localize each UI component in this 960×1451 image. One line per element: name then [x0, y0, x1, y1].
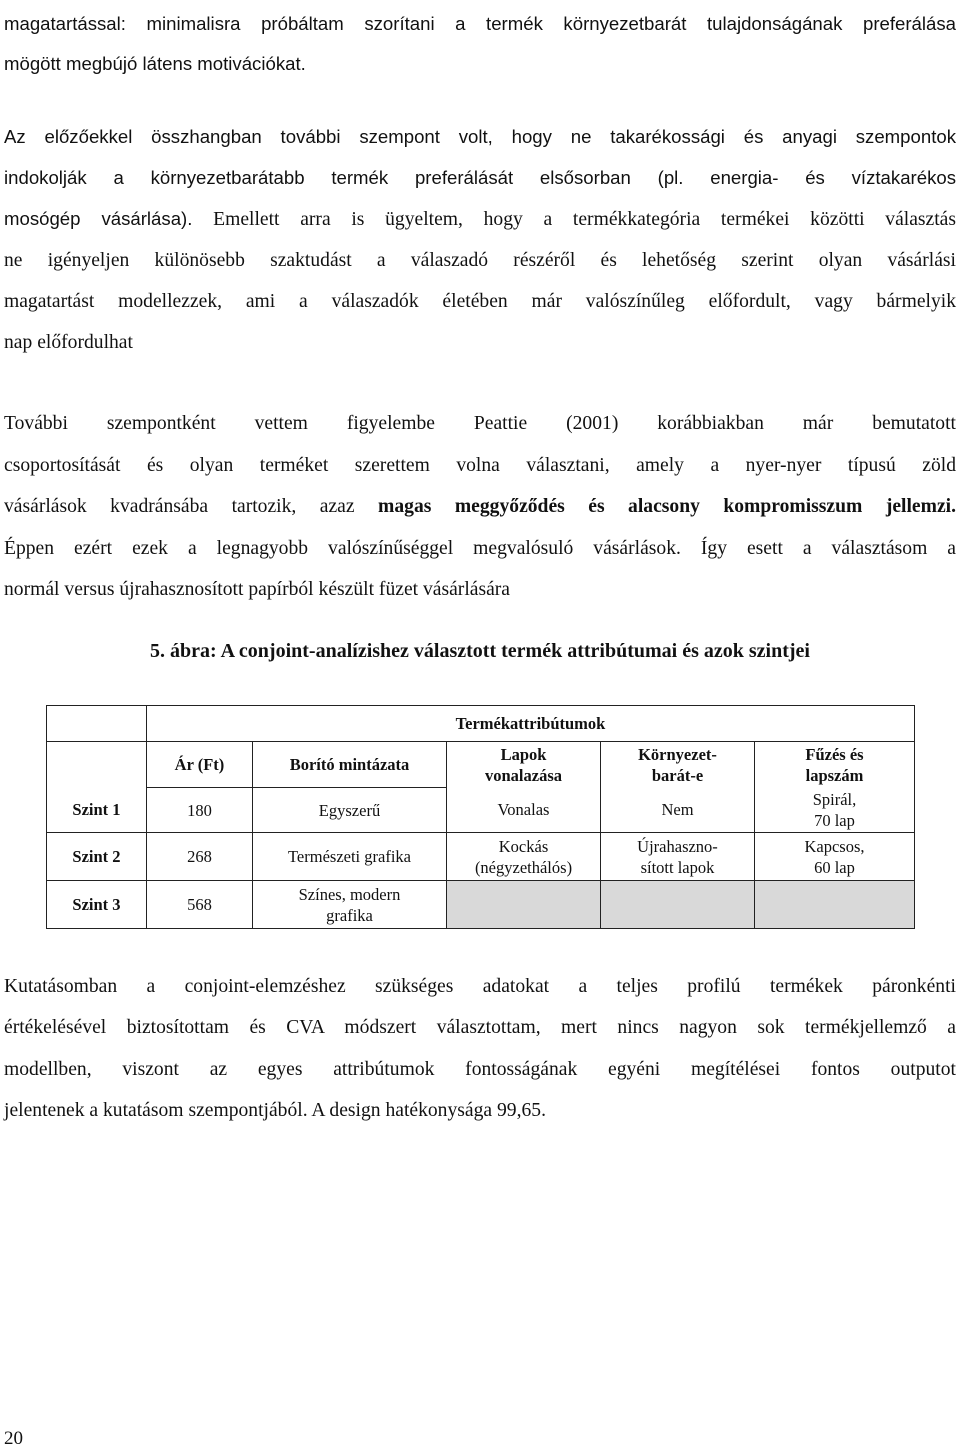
- paragraph-additional-criteria: [4, 116, 956, 363]
- empty-shaded-cell: [755, 881, 915, 929]
- cell-binding: [755, 833, 915, 881]
- header-lines-line-2: vonalazása: [484, 765, 562, 785]
- header-eco-line-1: Környezet-: [638, 744, 717, 764]
- paragraph-methodology: [4, 966, 956, 1131]
- empty-shaded-cell: [601, 881, 755, 929]
- cell-eco-line-1: Újrahaszno-: [637, 836, 718, 856]
- cell-lines: [447, 833, 601, 881]
- row-label: Szint 1: [47, 788, 147, 833]
- cell-cover: [253, 881, 447, 929]
- table-group-header-row: [47, 706, 915, 742]
- text-line: jelentenek a kutatásom szempontjából. A design hatékonysága 99,65.: [4, 1099, 546, 1121]
- text-line: További szempontként vettem figyelembe Peattie (2001) korábbiakban már bemutatott: [4, 413, 956, 434]
- cell-binding-line-2: 70 lap: [814, 810, 855, 830]
- table-row: [47, 788, 915, 833]
- text-line: Az előzőekkel összhangban további szempont volt, hogy ne takarékossági és anyagi szempontok: [4, 126, 956, 147]
- text-line: csoportosítását és olyan terméket szerettem volna választani, amely a nyer-nyer típusú zöld: [4, 454, 956, 476]
- cell-binding: [755, 788, 915, 833]
- table-row: [47, 881, 915, 929]
- text-line-mixed: [4, 198, 956, 240]
- cell-binding-line-1: Kapcsos,: [804, 836, 865, 856]
- text-line: modellben, viszont az egyes attribútumok fontosságának egyéni megítélései fontos outputot: [4, 1058, 956, 1080]
- text-run: vásárlások kvadránsába tartozik, azaz: [4, 496, 379, 518]
- text-line: magatartást modellezzek, ami a válaszadók életében már valószínűleg előfordult, vagy bármelyik: [4, 291, 956, 312]
- group-header: Termékattribútumok: [147, 706, 915, 742]
- text-line: ne igényeljen különösebb szaktudást a válaszadó részéről és lehetőség szerint olyan vásárlási: [4, 250, 956, 271]
- cell-lines-line-2: (négyzethálós): [474, 857, 573, 877]
- table-header-row: [47, 742, 915, 788]
- cell-lines: Vonalas: [447, 788, 601, 833]
- text-run: mosógép vásárlása).: [4, 208, 193, 229]
- header-lines: [447, 742, 601, 788]
- header-cover: Borító mintázata: [253, 742, 447, 788]
- figure-caption: 5. ábra: A conjoint-analízishez választott termék attribútumai és azok szintjei: [150, 640, 810, 662]
- table-corner-cell: [47, 706, 147, 742]
- attribute-table: [46, 705, 915, 929]
- header-eco: [601, 742, 755, 788]
- header-binding-line-1: Fűzés és: [805, 744, 864, 764]
- cell-eco-line-2: sított lapok: [640, 857, 715, 877]
- text-line: Éppen ezért ezek a legnagyobb valószínűséggel megvalósuló vásárlások. Így esett a választásom a: [4, 537, 956, 559]
- cell-binding-line-2: 60 lap: [814, 857, 855, 877]
- header-lines-line-1: Lapok: [500, 744, 547, 764]
- text-run: Emellett arra is ügyeltem, hogy a termékkategória termékei közötti választás: [192, 209, 957, 230]
- text-line: normál versus újrahasznosított papírból készült füzet vásárlására: [4, 579, 511, 601]
- cell-price: 180: [147, 788, 253, 833]
- table-header-cell: [47, 742, 147, 788]
- paragraph-motivation: [4, 4, 956, 84]
- header-eco-line-2: barát-e: [651, 765, 704, 785]
- paragraph-peattie: [4, 403, 956, 611]
- cell-eco: Nem: [601, 788, 755, 833]
- text-line: mögött megbújó látens motivációkat.: [4, 53, 306, 74]
- text-line-mixed: [4, 486, 956, 528]
- empty-shaded-cell: [447, 881, 601, 929]
- header-binding: [755, 742, 915, 788]
- cell-cover: Természeti grafika: [253, 833, 447, 881]
- page-number: 20: [4, 1428, 23, 1449]
- cell-price: 268: [147, 833, 253, 881]
- text-line: indokolják a környezetbarátabb termék preferálását elsősorban (pl. energia- és víztakarékos: [4, 167, 956, 188]
- cell-eco: [601, 833, 755, 881]
- header-binding-line-2: lapszám: [805, 765, 864, 785]
- row-label: Szint 2: [47, 833, 147, 881]
- cell-cover-line-1: Színes, modern: [298, 884, 401, 904]
- text-line: nap előfordulhat: [4, 332, 133, 353]
- text-line: magatartással: minimalisra próbáltam szorítani a termék környezetbarát tulajdonságának preferálása: [4, 13, 956, 34]
- cell-binding-line-1: Spirál,: [812, 789, 857, 809]
- text-line: Kutatásomban a conjoint-elemzéshez szükséges adatokat a teljes profilú termékek páronkénti: [4, 976, 956, 997]
- cell-cover: Egyszerű: [253, 788, 447, 833]
- cell-lines-line-1: Kockás: [498, 836, 549, 856]
- cell-price: 568: [147, 881, 253, 929]
- row-label: Szint 3: [47, 881, 147, 929]
- bold-emphasis: magas meggyőződés és alacsony kompromisszum jellemzi.: [378, 496, 956, 518]
- header-price: Ár (Ft): [147, 742, 253, 788]
- text-line: értékelésével biztosítottam és CVA módszert választottam, mert nincs nagyon sok termékjellemző a: [4, 1017, 956, 1039]
- table-row: [47, 833, 915, 881]
- cell-cover-line-2: grafika: [326, 905, 373, 925]
